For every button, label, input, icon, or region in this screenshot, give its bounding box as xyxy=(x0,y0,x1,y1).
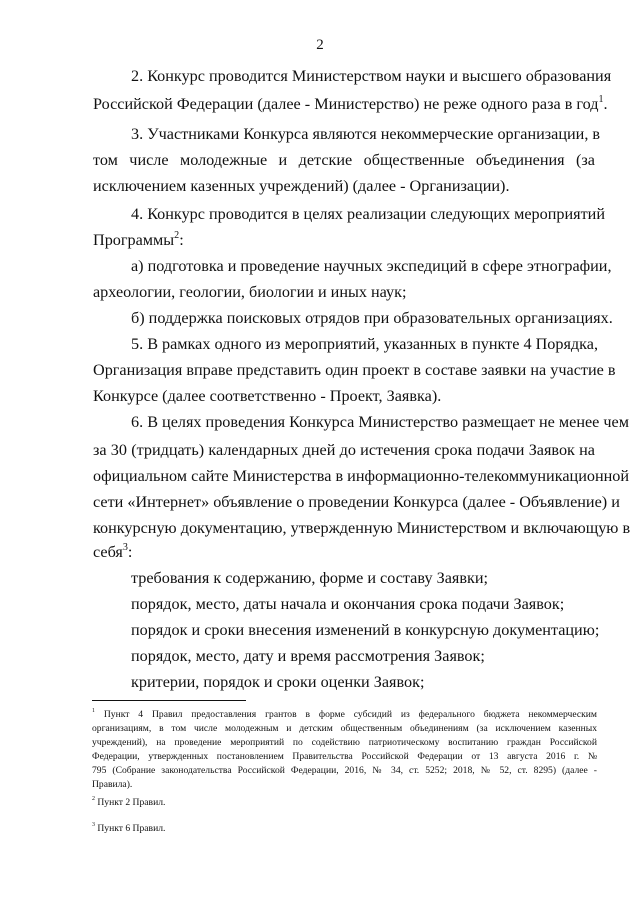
paragraph-5-line-1: 5. В рамках одного из мероприятий, указанных в пункте 4 Порядка, xyxy=(131,335,599,353)
paragraph-4-line-2-end: : xyxy=(179,231,184,249)
paragraph-6-line-6 xyxy=(93,542,132,562)
footnote-2-text: Пункт 2 Правил. xyxy=(97,797,166,808)
footnote-2-mark: 2 xyxy=(92,796,95,803)
paragraph-4-line-2-text: Программы xyxy=(93,231,175,249)
footnote-separator xyxy=(92,700,246,701)
list-item: требования к содержанию, форме и составу Заявки; xyxy=(131,569,489,587)
page-number: 2 xyxy=(316,37,324,53)
paragraph-4-line-1: 4. Конкурс проводится в целях реализации следующих мероприятий xyxy=(131,205,606,223)
footnote-1-line-2: организациям, в том числе молодежным и детским общественным объединениям (за исключением казенных xyxy=(92,723,597,734)
paragraph-3-line-3: исключением казенных учреждений) (далее - Организации). xyxy=(93,177,510,195)
footnote-1-mark: 1 xyxy=(92,708,95,715)
footnote-ref-1: 1 xyxy=(598,93,604,105)
footnote-2 xyxy=(92,796,165,809)
paragraph-5-line-3: Конкурсе (далее соответственно - Проект, Заявка). xyxy=(93,387,442,405)
footnote-1-line-5: 795 (Собрание законодательства Российской Федерации, 2016, № 34, ст. 5252; 2018, № 52, ст. 8295) (далее - xyxy=(92,765,597,776)
paragraph-6-line-6-text: себя xyxy=(93,543,123,561)
footnote-ref-3: 3 xyxy=(122,541,128,553)
paragraph-6-line-5: конкурсную документацию, утвержденную Министерством и включающую в xyxy=(93,519,631,537)
paragraph-4-line-2 xyxy=(93,230,184,250)
list-item: порядок, место, даты начала и окончания срока подачи Заявок; xyxy=(131,595,565,613)
footnote-1-line-6: Правила). xyxy=(92,779,133,790)
footnote-3 xyxy=(92,822,165,835)
paragraph-2-line-1: 2. Конкурс проводится Министерством науки и высшего образования xyxy=(131,67,612,85)
item-a-line-1: а) подготовка и проведение научных экспедиций в сфере этнографии, xyxy=(131,257,612,275)
list-item: порядок, место, дату и время рассмотрения Заявок; xyxy=(131,647,485,665)
paragraph-2-line-2-end: . xyxy=(603,95,608,113)
footnote-3-mark: 3 xyxy=(92,822,95,829)
footnote-3-text: Пункт 6 Правил. xyxy=(97,823,166,834)
paragraph-2-line-2 xyxy=(93,94,608,114)
list-item: порядок и сроки внесения изменений в конкурсную документацию; xyxy=(131,621,600,639)
footnote-1-line-1 xyxy=(92,708,597,721)
paragraph-6-line-4: сети «Интернет» объявление о проведении Конкурса (далее - Объявление) и xyxy=(93,493,620,511)
footnote-1-line-1-text: Пункт 4 Правил предоставления грантов в форме субсидий из федерального бюджета некоммерческим xyxy=(103,709,597,720)
paragraph-6-line-6-end: : xyxy=(127,543,133,561)
item-b-line-1: б) поддержка поисковых отрядов при образовательных организациях. xyxy=(131,309,613,327)
item-a-line-2: археологии, геологии, биологии и иных наук; xyxy=(93,283,407,301)
footnote-1-line-3: учреждений), на проведение мероприятий по содействию патриотическому воспитанию граждан Российской xyxy=(92,737,597,748)
paragraph-2-line-2-text: Российской Федерации (далее - Министерство) не реже одного раза в год xyxy=(93,95,599,113)
footnote-1-line-4: Федерации, утвержденных постановлением Правительства Российской Федерации от 13 августа 2016 г. № xyxy=(92,751,597,762)
paragraph-6-line-1: 6. В целях проведения Конкурса Министерство размещает не менее чем xyxy=(131,413,629,431)
paragraph-6-line-2: за 30 (тридцать) календарных дней до истечения срока подачи Заявок на xyxy=(93,441,595,459)
list-item: критерии, порядок и сроки оценки Заявок; xyxy=(131,673,425,691)
paragraph-6-line-3: официальном сайте Министерства в информационно-телекоммуникационной xyxy=(93,467,630,485)
paragraph-3-line-2: том числе молодежные и детские общественные объединения (за xyxy=(93,151,595,169)
footnote-ref-2: 2 xyxy=(174,229,180,241)
paragraph-5-line-2: Организация вправе представить один проект в составе заявки на участие в xyxy=(93,361,616,379)
paragraph-3-line-1: 3. Участниками Конкурса являются некоммерческие организации, в xyxy=(131,125,601,143)
